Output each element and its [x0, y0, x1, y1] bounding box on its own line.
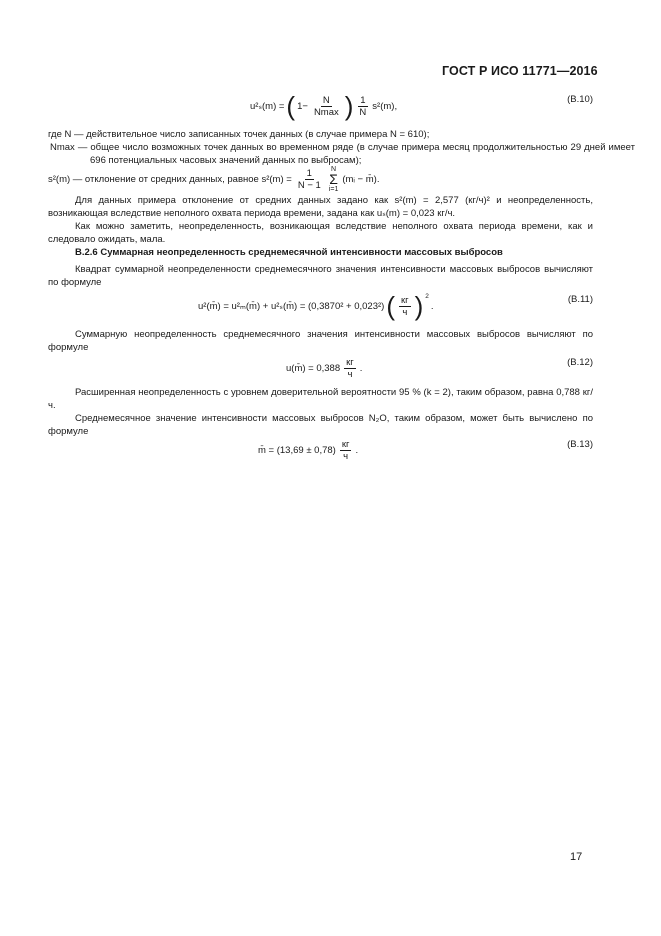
- equation-b12-tail: .: [359, 363, 363, 374]
- close-paren: ): [414, 291, 424, 321]
- equation-b13-tail: .: [355, 445, 359, 456]
- fraction-numerator: 1: [306, 168, 312, 179]
- sigma-icon: Σ: [329, 171, 338, 187]
- paragraph-6: Среднемесячное значение интенсивности массовых выбросов N₂O, таким образом, может быть вычислено по формуле: [48, 413, 593, 437]
- nmax-definition: Nmax — общее число возможных точек данных во временном ряде (в случае примера месяц продолжительностью 29 дней имеет 696 потенциальных часовых значений данных по выбросам);: [50, 142, 635, 166]
- fraction-denominator: ч: [402, 306, 408, 318]
- paragraph-3: Квадрат суммарной неопределенности среднемесячного значения интенсивности массовых выбросов вычисляют по формуле: [48, 264, 593, 288]
- page-number: 17: [570, 851, 583, 863]
- fraction-denominator: ч: [343, 451, 349, 462]
- fraction-one-over-n: [357, 95, 368, 118]
- where-n-line: где N — действительное число записанных точек данных (в случае примера N = 610);: [48, 129, 430, 140]
- fraction-numerator: кг: [401, 294, 409, 306]
- fraction-numerator: кг: [346, 357, 354, 368]
- fraction-numerator: N: [322, 94, 330, 106]
- fraction-denominator: Nmax: [313, 106, 339, 118]
- equation-b11: [48, 291, 593, 321]
- s2-tail: (mᵢ − m̄).: [342, 174, 380, 185]
- equation-b12: [48, 357, 593, 379]
- equation-b10: [48, 91, 593, 121]
- equation-b11-lhs: u²(m̄) = u²ₘ(m̄) + u²ₛ(m̄) = (0,3870² + 0,023²): [198, 300, 385, 312]
- equation-b13-formula: [258, 439, 358, 462]
- equation-number: (B.13): [567, 439, 593, 450]
- paragraph-1: Для данных примера отклонение от средних данных задано как s²(m) = 2,577 (кг/ч)² и неопределенность, возникающая вследствие неполного охвата периода времени, задана как uₛ(m) = 0,023 кг/ч.: [48, 195, 593, 219]
- equation-b12-lhs: u(m̄) = 0,388: [286, 363, 341, 374]
- equation-b10-formula: [250, 91, 398, 121]
- s2-intro: s²(m) — отклонение от средних данных, равное s²(m) =: [48, 174, 292, 185]
- equation-b13: [48, 439, 593, 461]
- fraction-denominator: N − 1: [297, 180, 321, 191]
- paragraph-2: Как можно заметить, неопределенность, возникающая вследствие неполного охвата периода времени, как и следовало ожидать, мала.: [48, 221, 593, 245]
- open-paren: (: [386, 291, 395, 321]
- summation-symbol: [329, 166, 339, 193]
- fraction-numerator: 1: [360, 94, 366, 106]
- equation-b11-formula: [198, 291, 434, 321]
- open-paren: (: [286, 91, 296, 121]
- equation-b10-lhs: u²ₛ(m) =: [250, 100, 285, 112]
- equation-b10-tail: s²(m),: [372, 100, 398, 112]
- s2-fraction: [296, 168, 323, 191]
- fraction-denominator: ч: [347, 369, 353, 380]
- sum-upper-limit: N: [331, 166, 337, 173]
- fraction-n-over-nmax: [312, 95, 341, 118]
- equation-number: (B.12): [567, 357, 593, 368]
- fraction-kg-per-h: [344, 357, 356, 380]
- fraction-kg-per-h: [399, 295, 411, 318]
- fraction-kg-per-h: [340, 439, 352, 462]
- sum-lower-limit: i=1: [328, 186, 339, 193]
- paragraph-5: Расширенная неопределенность с уровнем доверительной вероятности 95 % (k = 2), таким образом, равна 0,788 кг/ч.: [48, 387, 593, 411]
- equation-number: (B.11): [567, 294, 593, 305]
- fraction-numerator: кг: [341, 439, 350, 450]
- fraction-denominator: N: [359, 106, 367, 118]
- equation-number: (B.10): [567, 94, 593, 105]
- equation-b12-formula: [286, 357, 362, 380]
- s2-definition: [48, 166, 593, 193]
- section-heading-b26: B.2.6 Суммарная неопределенность среднемесячной интенсивности массовых выбросов: [75, 247, 503, 258]
- equation-b10-one-minus: 1−: [297, 100, 308, 112]
- paragraph-4: Суммарную неопределенность среднемесячного значения интенсивности массовых выбросов вычисляют по формуле: [48, 329, 593, 353]
- document-header: ГОСТ Р ИСО 11771—2016: [442, 64, 598, 78]
- equation-b13-lhs: m̄ = (13,69 ± 0,78): [258, 445, 336, 456]
- close-paren: ): [344, 91, 354, 121]
- exponent: 2: [425, 292, 429, 300]
- equation-b11-tail: .: [430, 300, 434, 312]
